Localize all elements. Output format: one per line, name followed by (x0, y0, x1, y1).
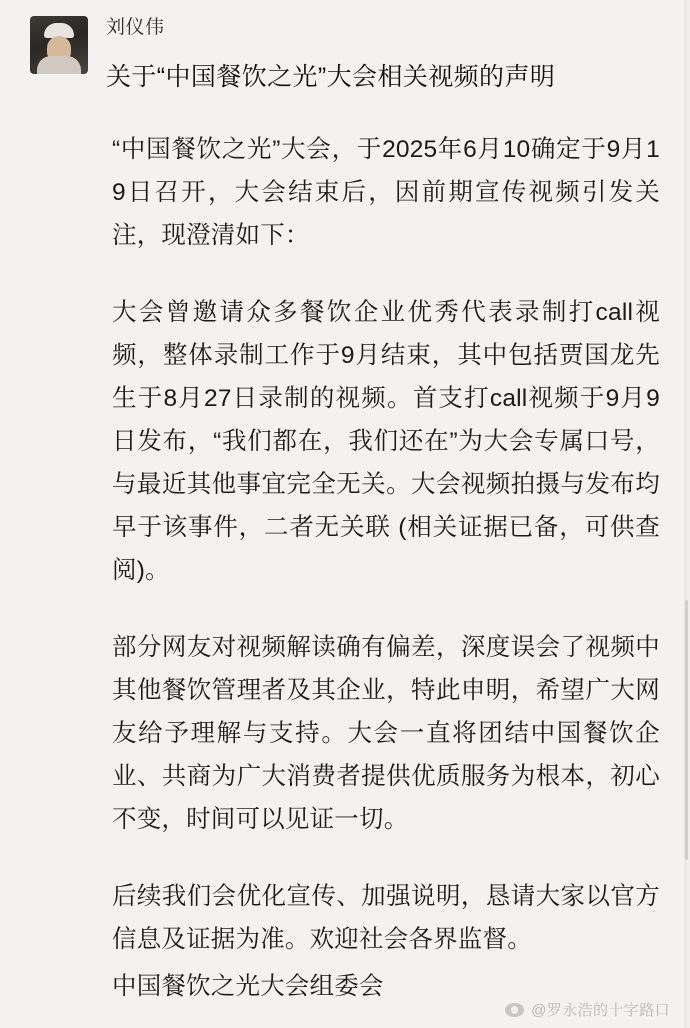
post-body (0, 94, 690, 1007)
paragraph-3: 部分网友对视频解读确有偏差，深度误会了视频中其他餐饮管理者及其企业，特此申明，希望广大网友给予理解与支持。大会一直将团结中国餐饮企业、共商为广大消费者提供优质服务为根本，初心不变，时间可以见证一切。 (112, 634, 660, 833)
scrollbar[interactable] (685, 600, 688, 860)
watermark-text: @罗永浩的十字路口 (531, 1002, 670, 1019)
paragraph-2: 大会曾邀请众多餐饮企业优秀代表录制打call视频，整体录制工作于9月结束，其中包括贾国龙先生于8月27日录制的视频。首支打call视频于9月9日发布，“我们都在，我们还在”为大会专属口号，与最近其他事宜完全无关。大会视频拍摄与发布均早于该事件，二者无关联 (相关证据已备，可供查阅)。 (112, 299, 660, 584)
paragraph-1: “中国餐饮之光”大会，于2025年6月10确定于9月19日召开，大会结束后，因前期宣传视频引发关注，现澄清如下： (112, 136, 660, 249)
avatar-body-shape (37, 56, 81, 74)
header-text (106, 14, 668, 94)
watermark (505, 999, 670, 1020)
signature-line: 中国餐饮之光大会组委会 (112, 973, 384, 1000)
avatar[interactable] (30, 16, 88, 74)
weibo-eye-icon (505, 1002, 524, 1018)
paragraph-4: 后续我们会优化宣传、加强说明，恳请大家以官方信息及证据为准。欢迎社会各界监督。 (112, 883, 660, 953)
page-title: 关于“中国餐饮之光”大会相关视频的声明 (106, 63, 556, 91)
author-name[interactable]: 刘仪伟 (106, 17, 165, 38)
post-header (0, 0, 690, 94)
